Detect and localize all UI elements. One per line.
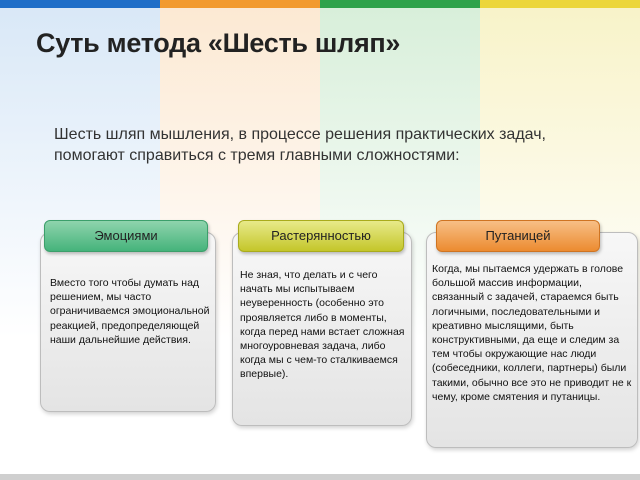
slide-title: Суть метода «Шесть шляп» [36,28,401,58]
card-confusion-label: Растерянностью [238,220,404,252]
card-emotions-text: Вместо того чтобы думать над решением, мы часто ограничиваемся эмоциональной реакцией, предопределяющей наши дальнейшие действия. [50,277,210,346]
strip-orange [160,0,320,8]
bottom-divider [0,474,640,480]
slide-intro: Шесть шляп мышления, в процессе решения практических задач, помогают справиться с тремя главными сложностями: [54,126,546,164]
card-confusion-text: Не зная, что делать и с чего начать мы испытываем неуверенность (особенно это проявляется либо в моменты, когда перед нами встает сложная многоуровневая задача, либо когда мы с чем-то сталкиваемся впервые). [240,269,405,381]
strip-green [320,0,480,8]
card-emotions-label: Эмоциями [44,220,208,252]
top-color-strip [0,0,640,8]
card-muddle-text: Когда, мы пытаемся удержать в голове большой массив информации, связанный с задачей, стараемся быть логичными, последовательными и креативно мыслящими, быть конструктивными, да еще и следим за тем чтобы окружающие нас люди (собеседники, коллеги, партнеры) были такими, обычно все это не приводит не к чему, кроме смятения и путаницы. [432,263,632,403]
card-muddle-label: Путаницей [436,220,600,252]
strip-yellow [480,0,640,8]
strip-blue [0,0,160,8]
